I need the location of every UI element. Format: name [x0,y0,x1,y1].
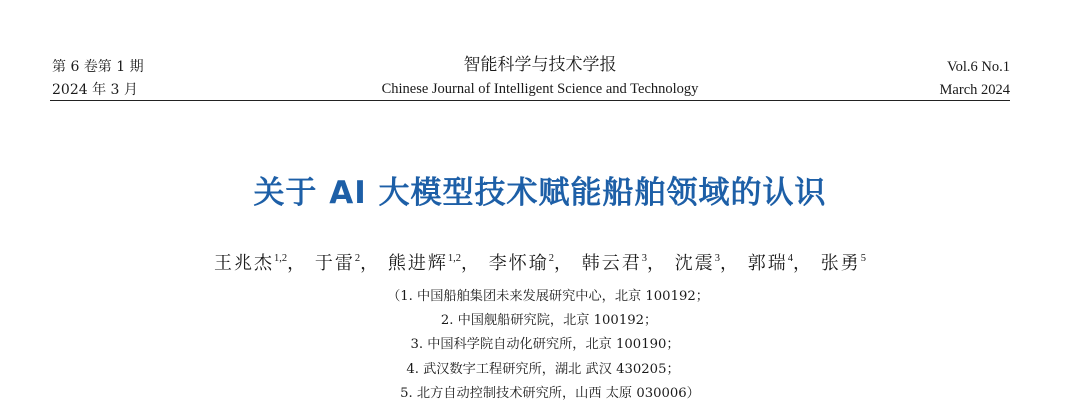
volume-issue-en: Vol.6 No.1 [947,59,1010,75]
author-affiliation-mark: 3 [641,253,647,264]
author-name: 李怀瑜 [488,253,549,274]
author [489,253,574,274]
author-separator: ， [554,253,574,274]
journal-header [340,52,740,100]
author-separator: ， [461,253,482,274]
author [582,253,667,274]
affiliation-list [0,285,1080,406]
header-right [940,56,1010,102]
header-left [52,56,144,102]
author [388,253,481,274]
affiliation-line: （1. 中国船舶集团未来发展研究中心，北京 100192； [387,289,709,304]
author-separator: ， [792,253,813,274]
author-name: 于雷 [314,253,355,274]
author-affiliation-mark: 4 [787,253,793,264]
author-name: 韩云君 [581,253,642,274]
affiliation-line: 5. 北方自动控制技术研究所，山西 太原 030006） [400,385,700,401]
author-separator: ， [287,253,308,274]
author-name: 王兆杰 [214,253,275,274]
author-affiliation-mark: 1,2 [274,253,288,264]
author [675,253,740,274]
author [748,253,813,274]
author [214,253,307,274]
date-en: March 2024 [939,82,1010,98]
header-divider [50,100,1010,101]
author-affiliation-mark: 3 [714,253,720,264]
author [821,253,866,274]
author-affiliation-mark: 1,2 [447,253,462,264]
author-name: 张勇 [820,253,861,274]
affiliation-line: 2. 中国舰船研究院，北京 100192； [440,313,658,329]
author-separator: ， [719,253,740,274]
author-list [0,252,1080,276]
date-cn: 2024 年 3 月 [52,82,138,98]
author-name: 郭瑞 [747,253,788,274]
affiliation-line: 4. 武汉数字工程研究所，湖北 武汉 430205； [406,361,680,377]
author-affiliation-mark: 2 [354,253,361,264]
author-name: 熊进辉 [387,253,448,274]
volume-issue-cn: 第 6 卷第 1 期 [52,59,144,75]
affiliation-line: 3. 中国科学院自动化研究所，北京 100190； [410,337,680,353]
author [315,253,380,274]
author-affiliation-mark: 5 [860,253,866,264]
author-name: 沈震 [674,253,715,274]
author-separator: ， [646,253,667,274]
author-separator: ， [360,253,381,274]
article-title: 关于 AI 大模型技术赋能船舶领域的认识 [253,175,827,211]
journal-title-cn: 智能科学与技术学报 [463,55,617,75]
journal-title-en: Chinese Journal of Intelligent Science and Technology [381,81,699,97]
author-affiliation-mark: 2 [548,253,554,264]
